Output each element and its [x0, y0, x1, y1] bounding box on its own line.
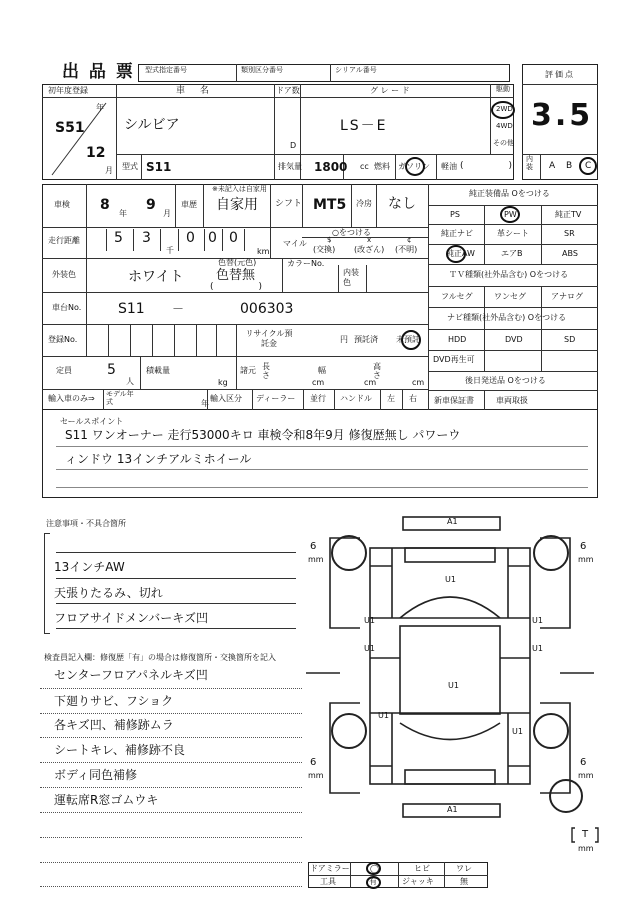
displacement-label: 排気量 — [278, 162, 302, 171]
drive-4wd: 4WD — [496, 122, 513, 130]
mile-label: マイル — [283, 239, 307, 248]
tread-rl-unit: mm — [308, 771, 324, 780]
chassis-prefix: S11 — [118, 301, 145, 317]
import-dealer: ディーラー — [256, 394, 296, 403]
tread-spare-unit: mm — [578, 844, 594, 853]
shift-value: MT5 — [313, 197, 347, 213]
interior-label: 内装 — [526, 155, 533, 171]
first-reg-label: 初年度登録 — [48, 86, 88, 95]
interior-c-circle — [579, 157, 597, 175]
meter-mark-3: ¢ — [407, 236, 412, 244]
inspect-3: 各キズ凹、補修跡ムラ — [54, 718, 174, 732]
tools-circle — [366, 876, 381, 889]
inspect-4: シートキレ、補修跡不良 — [54, 743, 185, 757]
later-title: 後日発送品 Oをつける — [465, 376, 546, 385]
length-cm: cm — [312, 378, 325, 387]
drive-2wd-circle — [491, 101, 515, 119]
navi-title: ナビ種類(社外品含む) Oをつける — [447, 313, 567, 322]
import-type-label: 輸入区分 — [210, 394, 242, 403]
tools-mark: 有 — [369, 877, 377, 886]
tread-rl: 6 — [310, 757, 317, 768]
damage-u1-left-door: U1 — [364, 644, 375, 653]
id-number-strip — [138, 64, 510, 82]
tv-analog: アナログ — [551, 292, 583, 301]
grade-label: グ レ ー ド — [370, 86, 410, 95]
mirror-label: ドアミラー — [310, 864, 350, 873]
equip-ps: PS — [450, 210, 460, 219]
inspector-label: 検査員記入欄：修復歴「有」の場合は修復箇所・交換箇所を記入 — [44, 653, 276, 662]
shaken-year: 8 — [100, 197, 110, 213]
mileage-d5: 0 — [229, 230, 238, 246]
shaken-month-mark: 月 — [163, 209, 171, 218]
history-value: 自家用 — [216, 197, 258, 213]
mirror-crack: ワレ — [456, 864, 472, 873]
car-name: シルビア — [124, 117, 180, 133]
mirror-mark: ◯ — [370, 864, 379, 873]
color-value: ホワイト — [128, 269, 184, 285]
interior-c: C — [585, 161, 592, 171]
eval-label: 評価点 — [545, 70, 575, 79]
chassis-label: 車台No. — [52, 303, 82, 312]
note-1: 13インチAW — [54, 560, 125, 574]
equip-tv: 純正TV — [555, 210, 582, 219]
handle-right: 右 — [409, 394, 417, 403]
import-parallel: 並行 — [310, 394, 326, 403]
later-warranty: 新車保証書 — [434, 396, 474, 405]
equip-leather: 革シート — [497, 229, 529, 238]
damage-u1-right-door: U1 — [532, 644, 543, 653]
dvd-playback: DVD再生可 — [433, 355, 475, 364]
grade-value: LS－E — [340, 118, 388, 134]
serial-number-label: シリアル番号 — [335, 66, 377, 74]
equip-sr: SR — [564, 229, 575, 238]
meter-mark-2: x — [367, 236, 372, 244]
repaint-paren: ( ) — [210, 282, 263, 292]
mileage-label: 走行距離 — [48, 236, 80, 245]
inspect-2: 下廻りサビ、フショク — [54, 694, 174, 708]
equip-pw: PW — [504, 210, 517, 219]
meter-title: ○をつける — [332, 228, 371, 237]
km-unit: km — [257, 247, 270, 256]
ac-value: なし — [388, 196, 416, 212]
import-label: 輸入車のみ⇒ — [48, 394, 95, 403]
shaken-month: 9 — [146, 197, 156, 213]
mileage-d4: 0 — [208, 230, 217, 246]
equip-abs: ABS — [562, 249, 578, 258]
mileage-d1: 5 — [114, 230, 123, 246]
wheel-rear-left — [331, 713, 367, 749]
cc-unit: cc — [360, 162, 369, 171]
damage-u1-hood: U1 — [445, 575, 456, 584]
equip-aw: 純正AW — [446, 249, 475, 258]
navi-sd: SD — [564, 335, 576, 344]
tread-fl: 6 — [310, 541, 317, 552]
repaint-value: 色替無 — [216, 268, 256, 283]
tread-rr-unit: mm — [578, 771, 594, 780]
tread-spare: T — [582, 829, 589, 840]
reg-year-mark: 年 — [96, 103, 104, 112]
note-3: フロアサイドメンバーキズ凹 — [54, 611, 208, 625]
capacity-label: 定員 — [56, 366, 72, 375]
model-year-label: モデル年式 — [106, 390, 134, 406]
meter-opt-tampered: (改ざん) — [354, 245, 385, 254]
chassis-number: 006303 — [240, 301, 294, 317]
model-label: 型式 — [122, 162, 138, 171]
door-count-label: ドア数 — [276, 86, 300, 95]
meter-mark-1: $ — [327, 236, 332, 244]
load-unit: kg — [218, 378, 228, 387]
drive-other: その他 — [493, 139, 514, 147]
wheel-spare — [549, 779, 583, 813]
tv-title: ＴＶ種類(社外品含む) Oをつける — [449, 270, 569, 279]
mileage-d3: 0 — [186, 230, 195, 246]
inspect-1: センターフロアパネルキズ凹 — [54, 668, 208, 682]
displacement-value: 1800 — [314, 160, 348, 174]
tv-oneseg: ワンセグ — [494, 292, 526, 301]
interior-a: A — [549, 161, 556, 171]
fuel-label: 燃料 — [374, 162, 390, 171]
tools-label: 工具 — [320, 877, 336, 886]
jack-label: ジャッキ — [402, 877, 434, 886]
shaken-label: 車検 — [54, 200, 70, 209]
handle-label: ハンドル — [340, 394, 372, 403]
damage-u1-front-left: U1 — [364, 616, 375, 625]
damage-a1-front: A1 — [447, 517, 458, 526]
handle-left: 左 — [387, 394, 395, 403]
load-label: 積載量 — [146, 366, 170, 375]
deposit-label: 預託済 — [354, 335, 378, 344]
sales-line-1: S11 ワンオーナー 走行53000キロ 車検令和8年9月 修復歴無し パワーウ — [65, 428, 461, 442]
tread-fl-unit: mm — [308, 555, 324, 564]
eval-score: 3.5 — [531, 98, 594, 133]
history-label: 車歴 — [181, 200, 197, 209]
color-label: 外装色 — [52, 270, 76, 279]
tread-rr: 6 — [580, 757, 587, 768]
wheel-front-left — [331, 535, 367, 571]
wheel-front-right — [533, 535, 569, 571]
car-name-label: 車 名 — [176, 86, 215, 96]
cert-number-label: 型式指定番号 — [145, 66, 187, 74]
width-label: 幅 — [318, 366, 326, 375]
door-count-value: D — [290, 141, 297, 150]
length-label: 長さ — [262, 362, 270, 380]
damage-u1-rear-left: U1 — [378, 711, 389, 720]
meter-opt-exchange: (交換) — [313, 245, 336, 254]
height-label: 高さ — [373, 362, 381, 380]
note-2: 天張りたるみ、切れ — [54, 586, 163, 600]
model-year-unit: 年 — [201, 399, 209, 408]
deposit-circle — [401, 330, 421, 350]
equip-pw-circle — [500, 206, 520, 223]
equip-navi: 純正ナビ — [441, 229, 473, 238]
repaint-label: 色替(元色) — [218, 258, 257, 267]
mirror-circle — [366, 862, 381, 875]
deposit-pending: 未預託 — [396, 335, 420, 344]
fuel-gasoline: ガソリン — [398, 162, 430, 171]
tread-fr: 6 — [580, 541, 587, 552]
height-cm: cm — [412, 378, 425, 387]
width-cm: cm — [364, 378, 377, 387]
class-number-label: 類別区分番号 — [241, 66, 283, 74]
reg-no-label: 登録No. — [48, 335, 78, 344]
fuel-gasoline-circle — [405, 157, 425, 176]
recycle-yen: 円 — [340, 335, 348, 344]
wheel-rear-right — [533, 713, 569, 749]
reg-era: S51 — [55, 120, 85, 136]
damage-u1-rear-right: U1 — [512, 727, 523, 736]
mileage-sen: 千 — [166, 246, 174, 255]
equip-airbag: エアB — [501, 249, 523, 258]
equip-title: 純正装備品 Oをつける — [469, 189, 550, 198]
chassis-dash: － — [172, 302, 185, 316]
tread-fr-unit: mm — [578, 555, 594, 564]
damage-a1-rear: A1 — [447, 805, 458, 814]
sales-line-2: ィンドウ 13インチアルミホイール — [65, 452, 252, 466]
drive-2wd: 2WD — [496, 105, 513, 113]
interior-b: B — [566, 161, 573, 171]
colorno-label: カラーNo. — [287, 259, 325, 268]
later-manual: 車両取扱 — [496, 396, 528, 405]
drive-label: 駆動 — [496, 85, 510, 93]
history-note: ※未記入は自家用 — [212, 185, 267, 193]
damage-u1-front-right: U1 — [532, 616, 543, 625]
sales-label: セールスポイント — [60, 417, 124, 426]
capacity-value: 5 — [107, 362, 116, 378]
inspect-6: 運転席R窓ゴムウキ — [54, 793, 159, 807]
mirror-scratch: ヒビ — [414, 864, 430, 873]
shift-label: シフト — [275, 199, 303, 209]
dims-label: 諸元 — [240, 366, 256, 375]
ac-label: 冷房 — [356, 199, 372, 208]
recycle-label: リサイクル預託金 — [245, 329, 293, 348]
capacity-unit: 人 — [126, 377, 134, 386]
navi-hdd: HDD — [448, 335, 467, 344]
navi-dvd: DVD — [505, 335, 523, 344]
fuel-diesel: 軽油 — [441, 162, 457, 171]
notes-label: 注意事項・不具合箇所 — [46, 519, 126, 528]
doc-title: 出 品 票 — [62, 62, 135, 82]
reg-month-mark: 月 — [105, 166, 113, 175]
inner-color-label: 内装色 — [343, 268, 359, 287]
mileage-d2: 3 — [142, 230, 151, 246]
reg-month: 12 — [86, 145, 106, 161]
model-value: S11 — [146, 160, 172, 174]
equip-aw-circle — [446, 245, 466, 263]
meter-opt-unknown: (不明) — [395, 245, 418, 254]
inspect-5: ボディ同色補修 — [54, 768, 138, 782]
tv-fullseg: フルセグ — [441, 292, 473, 301]
tools-none: 無 — [460, 877, 468, 886]
damage-u1-roof: U1 — [448, 681, 459, 690]
shaken-year-mark: 年 — [119, 209, 127, 218]
